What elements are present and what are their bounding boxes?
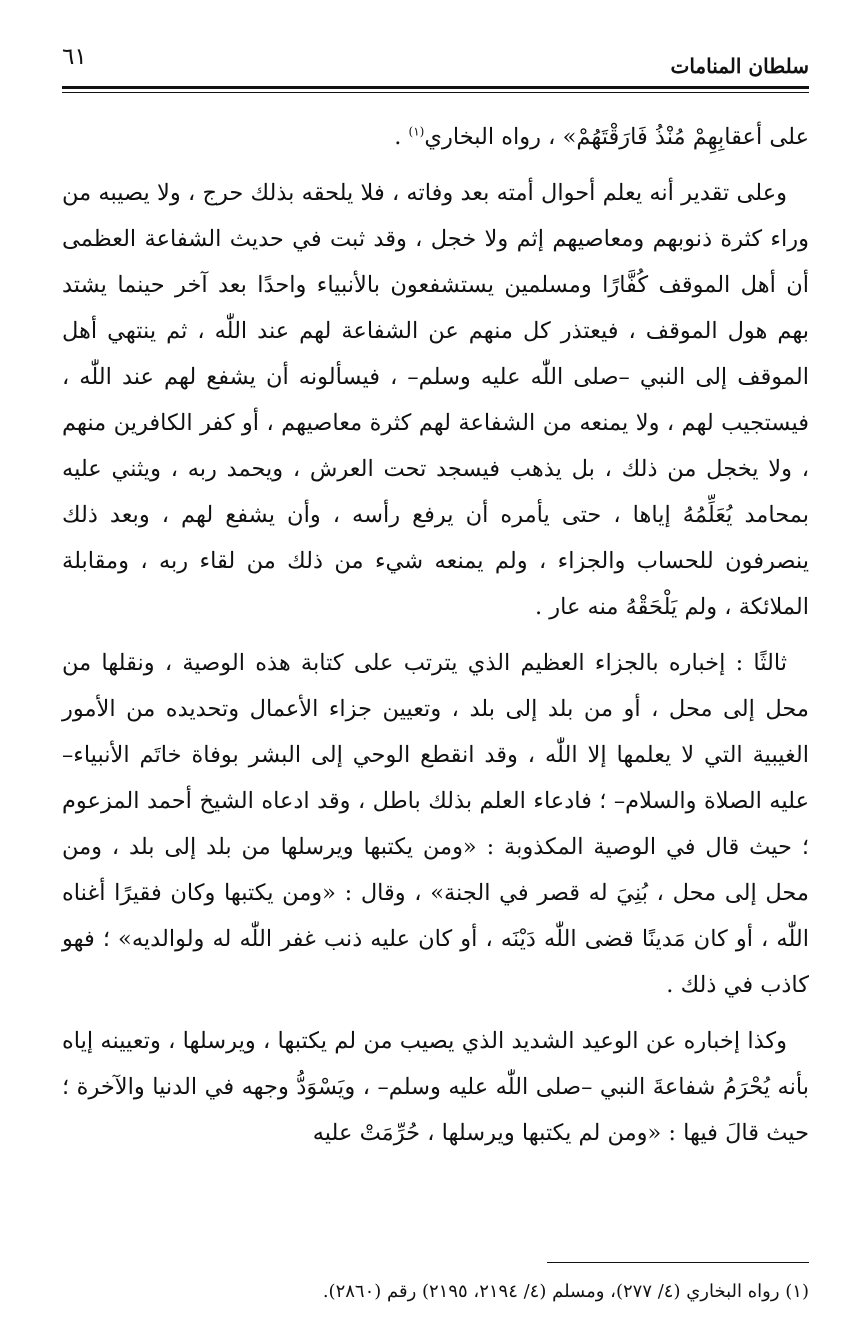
body-text [62,114,809,1166]
footnote-rule [547,1262,809,1263]
header-rule-thin [62,92,809,93]
running-title: سلطان المنامات [670,54,809,78]
paragraph-1-text: على أعقابِهِمْ مُنْذُ فَارَقْتَهُمْ» ، رواه البخاري [424,124,809,150]
footnote-marker: (١) [408,124,425,139]
page-number: ٦١ [62,44,87,70]
paragraph-4: وكذا إخباره عن الوعيد الشديد الذي يصيب من لم يكتبها ، ويرسلها ، وتعيينه إياه بأنه يُحْرَمُ شفاعةَ النبي –صلى اللّٰه عليه وسلم– ، ويَسْوَدُّ وجهه في الدنيا والآخرة ؛ حيث قالَ فيها : «ومن لم يكتبها ويرسلها ، حُرِّمَتْ عليه [62,1028,809,1146]
footnote: (١) رواه البخاري (٤/ ٢٧٧)، ومسلم (٤/ ٢١٩٤، ٢١٩٥) رقم (٢٨٦٠). [322,1281,809,1302]
paragraph-2: وعلى تقدير أنه يعلم أحوال أمته بعد وفاته ، فلا يلحقه بذلك حرج ، ولا يصيبه من وراء كثرة ذنوبهم ومعاصيهم إثم ولا خجل ، وقد ثبت في حديث الشفاعة العظمى أن أهل الموقف كُفَّارًا ومسلمين يستشفعون بالأنبياء واحدًا بعد آخر حينما يشتد بهم هول الموقف ، فيعتذر كل منهم عن الشفاعة لهم عند اللّٰه ، ثم ينتهي أهل الموقف إلى النبي –صلى اللّٰه عليه وسلم– ، فيسألونه أن يشفع لهم عند اللّٰه ، فيستجيب لهم ، ولا يمنعه من الشفاعة لهم كثرة معاصيهم ، أو كفر الكافرين منهم ، ولا يخجل من ذلك ، بل يذهب فيسجد تحت العرش ، ويحمد ربه ، ويثني عليه بمحامد يُعَلِّمُهُ إياها ، حتى يأمره أن يرفع رأسه ، وأن يشفع لهم ، وبعد ذلك ينصرفون للحساب والجزاء ، ولم يمنعه شيء من ذلك من لقاء ربه ، ومقابلة الملائكة ، ولم يَلْحَقْهُ منه عار . [62,180,809,620]
paragraph-1-end: . [394,124,409,150]
header-rule-thick [62,86,809,89]
paragraph-3: ثالثًا : إخباره بالجزاء العظيم الذي يترتب على كتابة هذه الوصية ، ونقلها من محل إلى محل ، أو من بلد إلى بلد ، وتعيين جزاء الأعمال وتحديده من الأمور الغيبية التي لا يعلمها إلا اللّٰه ، وقد انقطع الوحي إلى البشر بوفاة خاتَم الأنبياء– عليه الصلاة والسلام– ؛ فادعاء العلم بذلك باطل ، وقد ادعاه الشيخ أحمد المزعوم ؛ حيث قال في الوصية المكذوبة : «ومن يكتبها ويرسلها من بلد إلى بلد ، ومن محل إلى محل ، بُنِيَ له قصر في الجنة» ، وقال : «ومن يكتبها وكان فقيرًا أغناه اللّٰه ، أو كان مَدينًا قضى اللّٰه دَيْنَه ، أو كان عليه ذنب غفر اللّٰه له ولوالديه» ؛ فهو كاذب في ذلك . [62,650,809,998]
paragraph-1 [62,114,809,160]
page-header [62,30,809,82]
